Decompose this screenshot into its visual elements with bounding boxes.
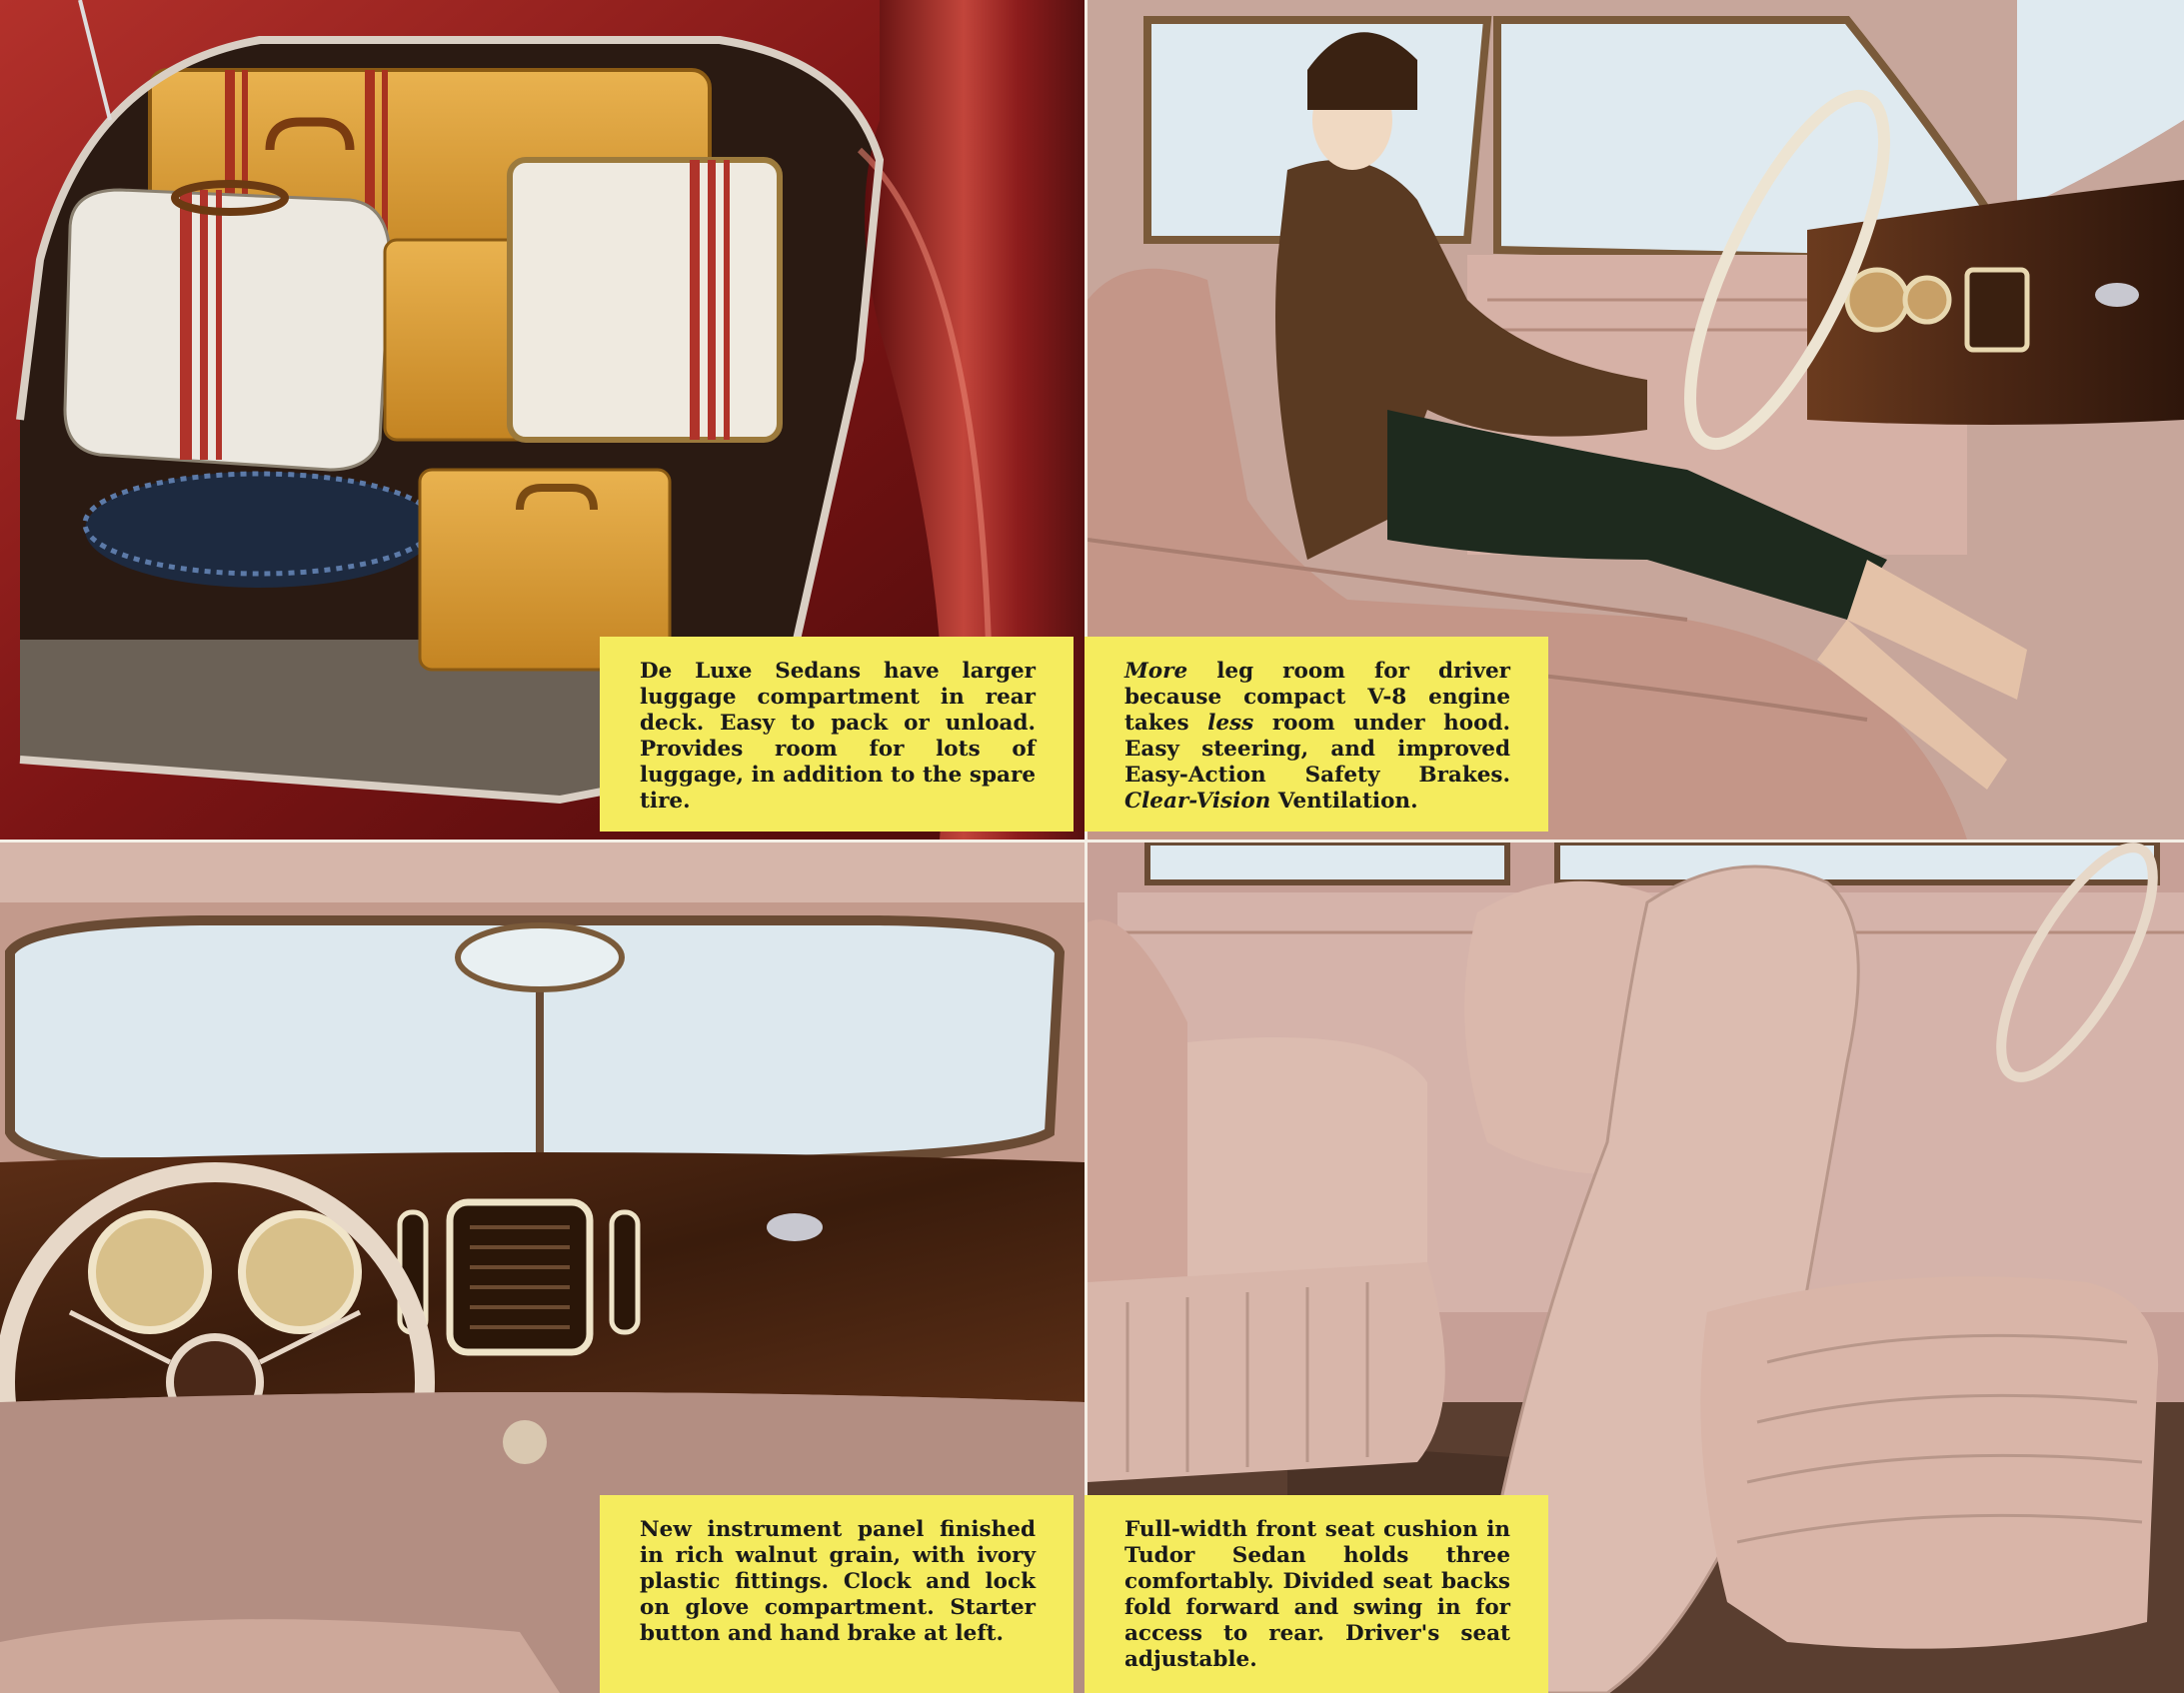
trunk-caption-text: De Luxe Sedans have larger luggage compartment in rear deck. Easy to pack or unload. Provides room for lots of luggage, in addition to the spare tire. [640, 659, 1036, 814]
driver-caption-text [1124, 659, 1510, 815]
driver-caption-em-less: less [1207, 711, 1254, 736]
driver-caption [1085, 637, 1548, 832]
driver-caption-part-3: Ventilation. [1270, 789, 1418, 814]
seats-caption-text: Full-width front seat cushion in Tudor Sedan holds three comfortably. Divided seat backs fold forward and swing in for access to rear. Driver's seat adjustable. [1124, 1517, 1510, 1672]
dashboard-caption [600, 1495, 1074, 1693]
seats-caption [1085, 1495, 1548, 1693]
driver-caption-part-2: room under hood. Easy steering, and improved Easy-Action Safety Brakes. [1124, 711, 1510, 788]
driver-caption-em-more: More [1124, 659, 1188, 684]
trunk-caption [600, 637, 1074, 832]
driver-caption-em-clear-vision: Clear-Vision [1124, 789, 1271, 814]
dashboard-caption-text: New instrument panel finished in rich walnut grain, with ivory plastic fittings. Clock and lock on glove compartment. Starter button and hand brake at left. [640, 1517, 1036, 1646]
driver-caption-part-1: leg room for driver because compact V-8 engine takes [1124, 659, 1510, 736]
